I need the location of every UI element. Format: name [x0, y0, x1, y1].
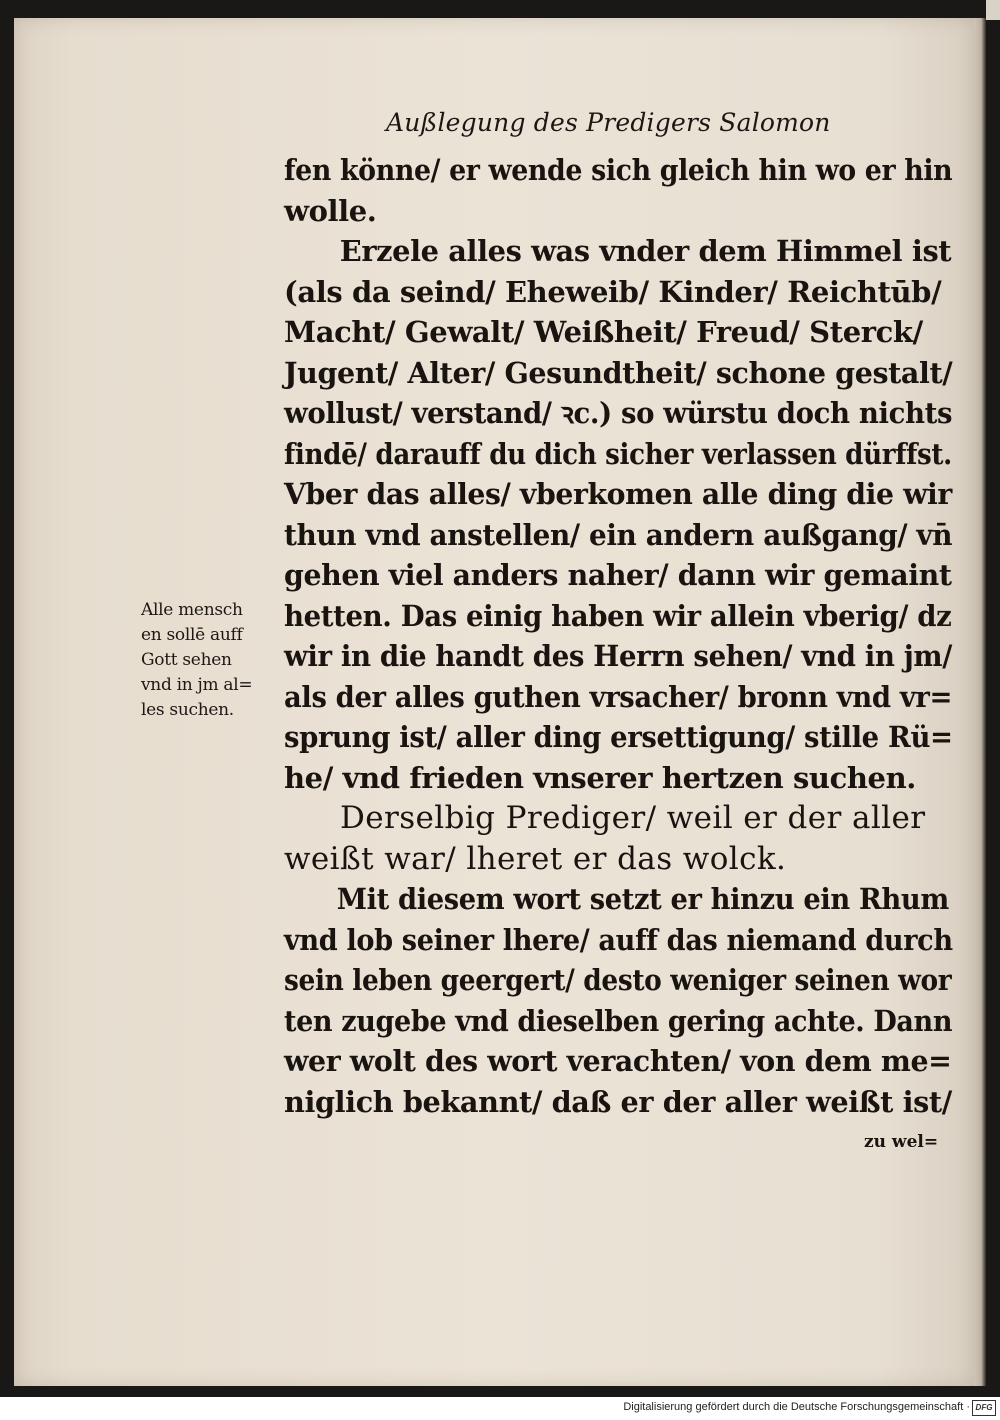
text-line: sprung ist/ aller ding ersettigung/ stille Rü=	[284, 720, 953, 754]
funding-credit: Digitalisierung gefördert durch die Deutsche Forschungsgemeinschaft ·	[623, 1401, 970, 1413]
running-head: Außlegung des Predigers Salomon	[386, 108, 831, 137]
text-line: Derselbig Prediger/ weil er der aller	[340, 800, 926, 836]
marginal-note	[141, 598, 291, 723]
page-corner	[986, 0, 1000, 20]
text-line: he/ vnd frieden vnserer hertzen suchen.	[284, 760, 916, 795]
text-line: gehen viel anders naher/ dann wir gemaint	[284, 558, 952, 592]
marginal-note-line: Gott sehen	[141, 650, 232, 670]
text-line: Vber das alles/ vberkomen alle ding die wir	[284, 477, 952, 511]
text-line: thun vnd anstellen/ ein andern außgang/ vn̄	[284, 517, 953, 552]
marginal-note-line: vnd in jm al=	[141, 675, 253, 695]
text-line: sein leben geergert/ desto weniger seinen wor	[284, 963, 952, 997]
text-line: niglich bekannt/ daß er der aller weißt ist/	[284, 1084, 952, 1119]
text-line: findē/ darauff du dich sicher verlassen dürffst.	[284, 436, 952, 471]
text-line: (als da seind/ Eheweib/ Kinder/ Reichtūb/	[284, 274, 942, 309]
catchword: zu wel=	[864, 1132, 939, 1152]
marginal-note-line: Alle mensch	[141, 600, 243, 620]
text-line: wollust/ verstand/ ꝛc.) so würstu doch nichts	[284, 396, 953, 430]
text-line: als der alles guthen vrsacher/ bronn vnd vr=	[284, 679, 953, 714]
dfg-logo: DFG	[972, 1400, 996, 1416]
text-line: wer wolt des wort verachten/ von dem me=	[284, 1044, 952, 1078]
text-line: ten zugebe vnd dieselben gering achte. Dann	[284, 1003, 953, 1038]
marginal-note-line: les suchen.	[141, 700, 234, 720]
text-line: Macht/ Gewalt/ Weißheit/ Freud/ Sterck/	[284, 315, 923, 349]
text-line: Jugent/ Alter/ Gesundtheit/ schone gestalt/	[284, 355, 953, 390]
text-line: fen könne/ er wende sich gleich hin wo er hin	[284, 153, 953, 187]
text-line: vnd lob seiner lhere/ auff das niemand durch	[284, 922, 953, 957]
text-line: wir in die handt des Herrn sehen/ vnd in jm/	[284, 639, 952, 673]
text-line: Mit diesem wort setzt er hinzu ein Rhum	[336, 882, 949, 916]
text-line: weißt war/ lheret er das wolck.	[284, 840, 787, 877]
text-line: wolle.	[284, 193, 377, 228]
footer-bar	[0, 1397, 1000, 1420]
marginal-note-line: en sollē auff	[141, 625, 243, 645]
text-line: Erzele alles was vnder dem Himmel ist	[339, 234, 952, 268]
text-line: hetten. Das einig haben wir allein vberig/ dz	[284, 598, 952, 633]
body-text	[284, 150, 954, 1122]
page-edge	[974, 18, 986, 1386]
